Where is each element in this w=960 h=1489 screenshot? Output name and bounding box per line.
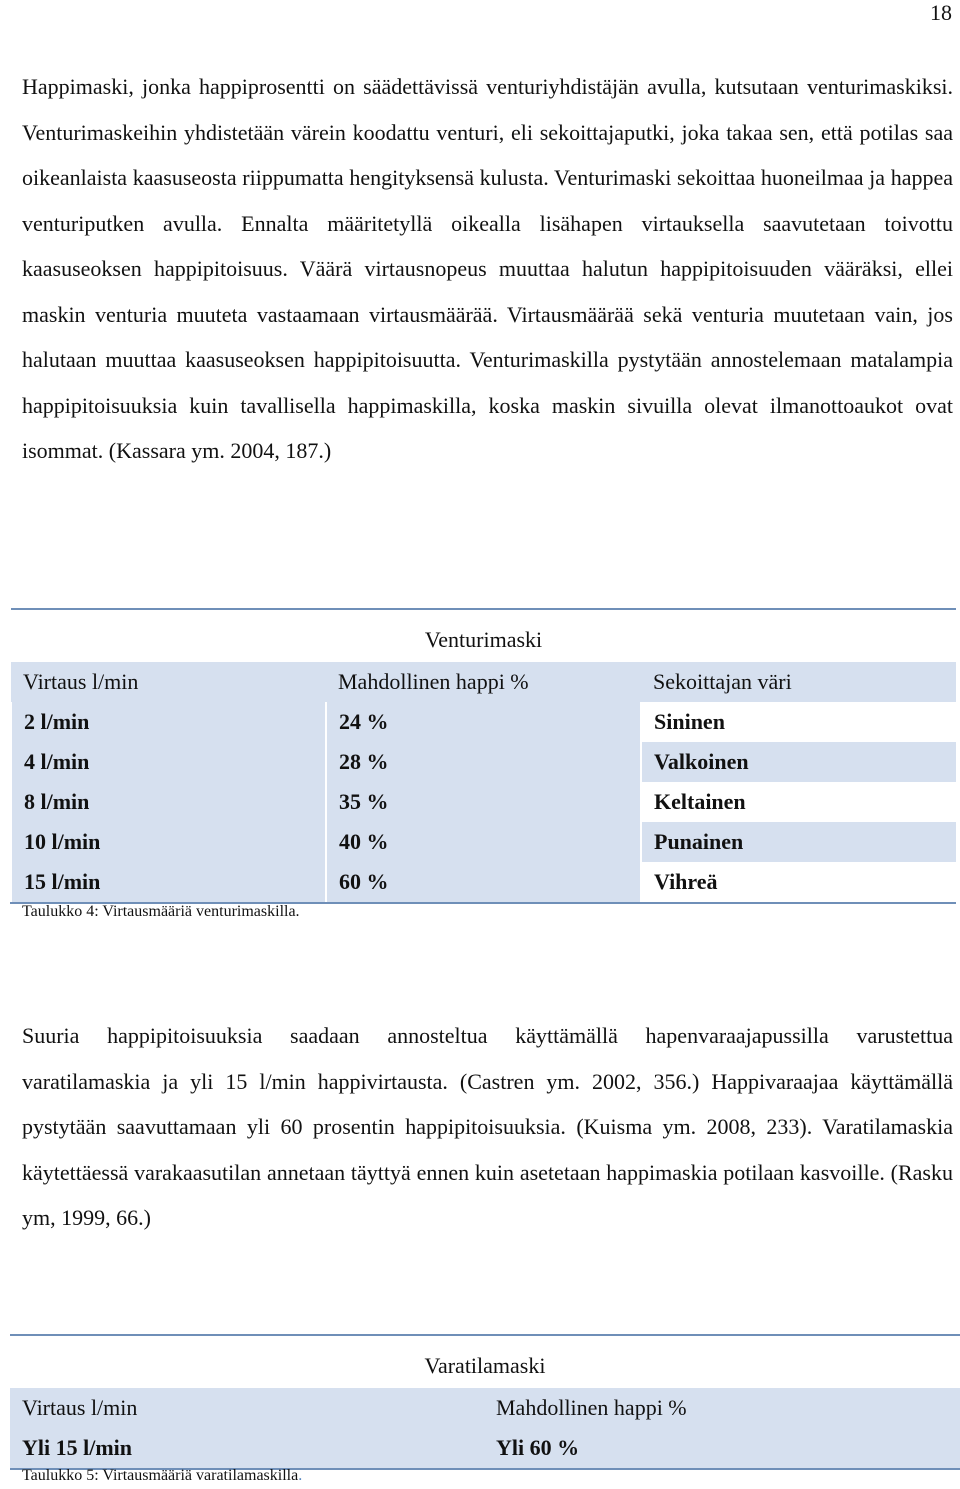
table-header-cell: Sekoittajan väri <box>641 662 956 702</box>
table-cell: 10 l/min <box>11 822 326 862</box>
table-row <box>11 742 956 782</box>
table-cell: 40 % <box>326 822 641 862</box>
table-cell: Vihreä <box>641 862 956 903</box>
table-cell: Yli 60 % <box>484 1428 960 1469</box>
table-cell: 4 l/min <box>11 742 326 782</box>
page-number: 18 <box>930 0 952 25</box>
table-cell: 8 l/min <box>11 782 326 822</box>
table-row <box>11 782 956 822</box>
paragraph-varatilamaski: Suuria happipitoisuuksia saadaan annosteltua käyttämällä hapenvaraajapussilla varustettua varatilamaskia ja yli 15 l/min happivirtausta. (Castren ym. 2002, 356.) Happivaraajaa käyttämällä pystytään saavuttamaan yli 60 prosentin happipitoisuuksia. (Kuisma ym. 2008, 233). Varatilamaskia käytettäessä varakaasutilan annetaan täyttyä ennen kuin asetetaan happimaskia potilaan kasvoille. (Rasku ym, 1999, 66.) <box>22 1023 953 1230</box>
table-row <box>10 1428 960 1469</box>
table-varatilamaski <box>10 1334 960 1470</box>
table-row <box>11 702 956 742</box>
table-cell: 60 % <box>326 862 641 903</box>
caption-text: Taulukko 5: Virtausmääriä varatilamaskilla <box>22 1467 299 1484</box>
table-cell: 2 l/min <box>11 702 326 742</box>
table-title: Varatilamaski <box>10 1335 960 1388</box>
table-cell: 28 % <box>326 742 641 782</box>
table-header-cell: Mahdollinen happi % <box>484 1388 960 1428</box>
table-cell: Yli 15 l/min <box>10 1428 484 1469</box>
table-row <box>11 862 956 903</box>
caption-period: . <box>298 1467 303 1484</box>
table-cell: 24 % <box>326 702 641 742</box>
table-cell: Punainen <box>641 822 956 862</box>
table-cell: Valkoinen <box>641 742 956 782</box>
table-header-cell: Mahdollinen happi % <box>326 662 641 702</box>
table-row <box>11 822 956 862</box>
table-cell: Keltainen <box>641 782 956 822</box>
table-header-cell: Virtaus l/min <box>11 662 326 702</box>
table-title: Venturimaski <box>11 609 956 662</box>
table-cell: 35 % <box>326 782 641 822</box>
table-cell: 15 l/min <box>11 862 326 903</box>
table-caption: Taulukko 4: Virtausmääriä venturimaskilla. <box>22 903 300 920</box>
table-cell: Sininen <box>641 702 956 742</box>
table-header-cell: Virtaus l/min <box>10 1388 484 1428</box>
table-caption <box>22 1467 302 1485</box>
table-venturimaski <box>10 608 956 904</box>
paragraph-venturimaski: Happimaski, jonka happiprosentti on säädettävissä venturiyhdistäjän avulla, kutsutaan venturimaskiksi. Venturimaskeihin yhdistetään värein koodattu venturi, eli sekoittajaputki, joka takaa sen, että potilas saa oikeanlaista kaasuseosta riippumatta hengityksensä kulusta. Venturimaski sekoittaa huoneilmaa ja happea venturiputken avulla. Ennalta määritetyllä oikealla lisähapen virtauksella saavutetaan toivottu kaasuseoksen happipitoisuus. Väärä virtausnopeus muuttaa halutun happipitoisuuden vääräksi, ellei maskin venturia muuteta vastaamaan virtausmäärää. Virtausmäärää sekä venturia muutetaan vain, jos halutaan muuttaa kaasuseoksen happipitoisuutta. Venturimaskilla pystytään annostelemaan matalampia happipitoisuuksia kuin tavallisella happimaskilla, koska maskin sivuilla olevat ilmanottoaukot ovat isommat. (Kassara ym. 2004, 187.) <box>22 74 953 463</box>
